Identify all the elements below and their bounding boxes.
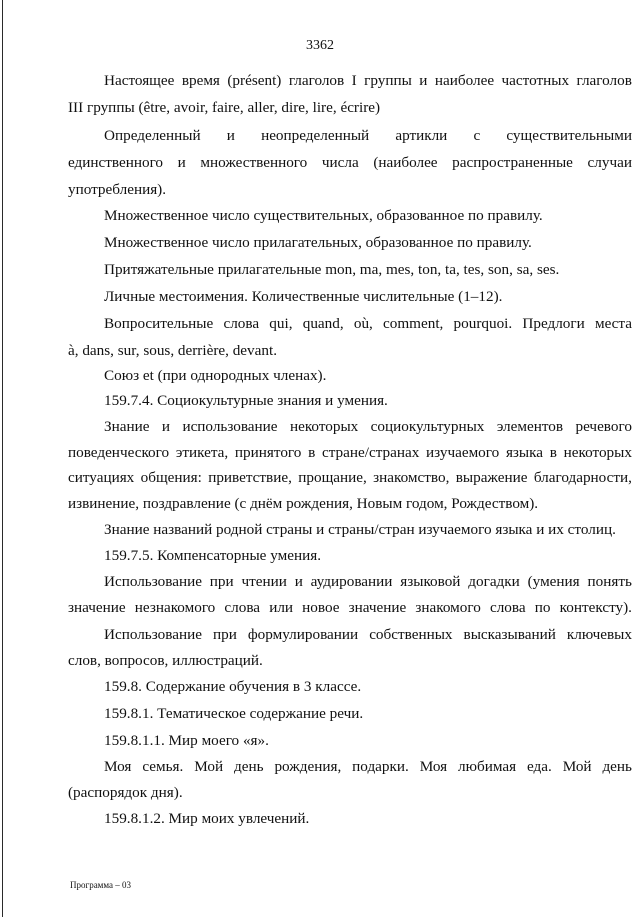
text-word: стране/странах bbox=[321, 444, 420, 461]
text-line: извинение, поздравление (с днём рождения, Новым годом, Рождеством). bbox=[68, 495, 539, 512]
text-word: догадки bbox=[468, 573, 520, 590]
text-word: семья. bbox=[142, 758, 184, 775]
text-word: элементов bbox=[496, 418, 564, 435]
text-line: (распорядок дня). bbox=[68, 784, 183, 801]
text-word: (умения bbox=[527, 573, 580, 590]
text-word: день bbox=[602, 758, 632, 775]
text-word: qui, bbox=[269, 315, 293, 332]
text-word: языковой bbox=[400, 573, 461, 590]
text-line: 159.7.4. Социокультурные знания и умения. bbox=[104, 392, 388, 409]
text-line bbox=[68, 468, 632, 488]
text-word: высказываний bbox=[463, 626, 556, 643]
text-word: день bbox=[234, 758, 264, 775]
text-word: выражение bbox=[455, 469, 528, 486]
text-word: quand, bbox=[302, 315, 344, 332]
text-line: 159.8.1.1. Мир моего «я». bbox=[104, 732, 269, 749]
text-line bbox=[104, 314, 632, 334]
text-line: à, dans, sur, sous, derrière, devant. bbox=[68, 342, 277, 359]
text-word: глаголов bbox=[576, 72, 632, 89]
text-line bbox=[68, 153, 632, 173]
text-line bbox=[104, 572, 632, 592]
text-word: случаи bbox=[587, 154, 632, 171]
text-word: où, bbox=[353, 315, 373, 332]
text-word: глаголов bbox=[288, 72, 345, 89]
text-line: Множественное число существительных, образованное по правилу. bbox=[104, 207, 543, 224]
text-word: Мой bbox=[562, 758, 592, 775]
text-word: понять bbox=[587, 573, 632, 590]
text-word: и bbox=[161, 418, 171, 435]
text-word: распространенные bbox=[452, 154, 573, 171]
text-word: подарки. bbox=[352, 758, 409, 775]
text-word: артикли bbox=[395, 127, 448, 144]
text-word: места bbox=[594, 315, 632, 332]
text-word: Мой bbox=[194, 758, 224, 775]
text-word: Предлоги bbox=[522, 315, 585, 332]
text-word: контексту). bbox=[559, 599, 632, 616]
text-word: Определенный bbox=[104, 127, 201, 144]
text-word: прощание, bbox=[298, 469, 367, 486]
text-word: рождения, bbox=[274, 758, 342, 775]
text-line bbox=[104, 126, 632, 146]
text-line bbox=[104, 417, 632, 437]
text-word: единственного bbox=[68, 154, 164, 171]
text-line bbox=[68, 443, 632, 463]
text-word: знакомого bbox=[415, 599, 481, 616]
text-word: группы bbox=[364, 72, 412, 89]
text-word: знакомство, bbox=[373, 469, 450, 486]
text-word: собственных bbox=[369, 626, 453, 643]
text-line: III группы (être, avoir, faire, aller, dire, lire, écrire) bbox=[68, 99, 381, 116]
text-word: изучаемого bbox=[426, 444, 500, 461]
text-word: слова bbox=[223, 315, 260, 332]
text-word: аудировании bbox=[310, 573, 393, 590]
text-word: ситуациях bbox=[68, 469, 135, 486]
text-word: I bbox=[351, 72, 357, 89]
text-word: множественного bbox=[200, 154, 308, 171]
text-word: слова bbox=[489, 599, 526, 616]
text-word: Моя bbox=[419, 758, 448, 775]
text-word: или bbox=[269, 599, 294, 616]
text-word: значение bbox=[348, 599, 407, 616]
text-word: любимая bbox=[458, 758, 517, 775]
text-word: незнакомого bbox=[134, 599, 216, 616]
text-word: и bbox=[177, 154, 186, 171]
text-word: приветствие, bbox=[208, 469, 292, 486]
text-word: и bbox=[294, 573, 303, 590]
text-word: слова bbox=[224, 599, 261, 616]
text-word: при bbox=[212, 626, 237, 643]
text-line: Союз et (при однородных членах). bbox=[104, 367, 327, 384]
text-word: поведенческого bbox=[68, 444, 170, 461]
text-line: 159.8.1. Тематическое содержание речи. bbox=[104, 705, 364, 722]
text-word: социокультурных bbox=[370, 418, 485, 435]
text-line bbox=[68, 598, 632, 618]
text-word: по bbox=[534, 599, 551, 616]
text-word: время bbox=[181, 72, 220, 89]
text-word: наиболее bbox=[434, 72, 495, 89]
text-word: при bbox=[209, 573, 234, 590]
text-word: и bbox=[419, 72, 428, 89]
text-word: в bbox=[549, 444, 557, 461]
text-word: comment, bbox=[383, 315, 444, 332]
scan-border bbox=[2, 0, 3, 917]
text-word: значение bbox=[68, 599, 126, 616]
text-line bbox=[104, 757, 632, 777]
text-word: принятого bbox=[234, 444, 302, 461]
text-word: формулировании bbox=[247, 626, 359, 643]
text-word: некоторых bbox=[563, 444, 632, 461]
text-word: pourquoi. bbox=[453, 315, 513, 332]
text-line: Знание названий родной страны и страны/стран изучаемого языка и их столиц. bbox=[104, 521, 616, 538]
text-word: существительными bbox=[506, 127, 632, 144]
text-word: общения: bbox=[140, 469, 202, 486]
text-word: (présent) bbox=[227, 72, 282, 89]
text-line: 159.8. Содержание обучения в 3 классе. bbox=[104, 678, 362, 695]
text-line: Множественное число прилагательных, образованное по правилу. bbox=[104, 234, 532, 251]
text-word: еда. bbox=[526, 758, 552, 775]
text-line: употребления). bbox=[68, 181, 167, 198]
text-word: новое bbox=[302, 599, 340, 616]
text-word: Вопросительные bbox=[104, 315, 214, 332]
text-word: Настоящее bbox=[104, 72, 175, 89]
text-line: Личные местоимения. Количественные числительные (1–12). bbox=[104, 288, 503, 305]
text-word: Использование bbox=[104, 573, 202, 590]
text-line: 159.8.1.2. Мир моих увлечений. bbox=[104, 810, 310, 827]
text-word: ключевых bbox=[566, 626, 632, 643]
text-word: и bbox=[226, 127, 235, 144]
text-word: чтении bbox=[241, 573, 287, 590]
text-word: Использование bbox=[104, 626, 202, 643]
text-line bbox=[104, 625, 632, 645]
text-line: слов, вопросов, иллюстраций. bbox=[68, 652, 263, 669]
text-line: Притяжательные прилагательные mon, ma, mes, ton, ta, tes, son, sa, ses. bbox=[104, 261, 560, 278]
text-word: неопределенный bbox=[261, 127, 370, 144]
footer-label: Программа – 03 bbox=[70, 880, 132, 890]
text-word: языка bbox=[505, 444, 544, 461]
text-word: с bbox=[473, 127, 481, 144]
page-number: 3362 bbox=[306, 38, 334, 53]
text-word: использование bbox=[182, 418, 278, 435]
text-line: 159.7.5. Компенсаторные умения. bbox=[104, 547, 321, 564]
text-word: Знание bbox=[104, 418, 150, 435]
text-word: речевого bbox=[575, 418, 632, 435]
text-word: благодарности, bbox=[533, 469, 632, 486]
text-word: этикета, bbox=[175, 444, 229, 461]
text-word: некоторых bbox=[289, 418, 359, 435]
text-word: Моя bbox=[104, 758, 132, 775]
text-line bbox=[104, 71, 632, 91]
text-word: в bbox=[308, 444, 316, 461]
text-word: частотных bbox=[501, 72, 570, 89]
text-word: (наиболее bbox=[373, 154, 438, 171]
text-word: числа bbox=[321, 154, 359, 171]
